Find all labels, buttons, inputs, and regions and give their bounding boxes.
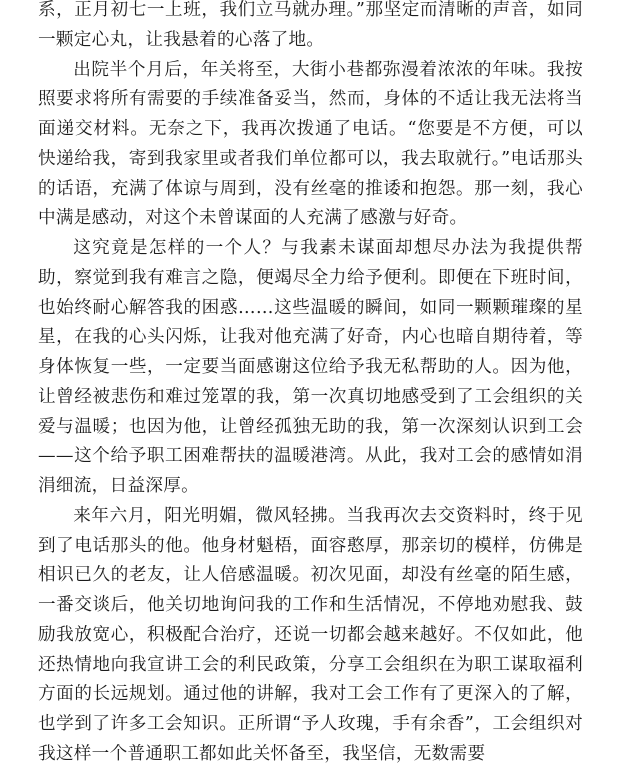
paragraph-3: 这究竟是怎样的一个人？与我素未谋面却想尽办法为我提供帮助，察觉到我有难言之隐，便竭尽全力给予便利。即便在下班时间，也始终耐心解答我的困惑……这些温暖的瞬间，如同一颗颗璀璨的星星，在我的心头闪烁，让我对他充满了好奇，内心也暗自期待着，等身体恢复一些，一定要当面感谢这位给予我无私帮助的人。因为他，让曾经被悲伤和难过笼罩的我，第一次真切地感受到了工会组织的关爱与温暖；也因为他，让曾经孤独无助的我，第一次深刻认识到工会——这个给予职工困难帮扶的温暖港湾。从此，我对工会的感情如涓涓细流，日益深厚。	[38, 238, 583, 496]
paragraph-1: 系，正月初七一上班，我们立马就办理。”那坚定而清晰的声音，如同一颗定心丸，让我悬着的心落了地。	[38, 0, 583, 50]
article-body	[38, 0, 583, 770]
paragraph-2: 出院半个月后，年关将至，大街小巷都弥漫着浓浓的年味。我按照要求将所有需要的手续准备妥当，然而，身体的不适让我无法将当面递交材料。无奈之下，我再次拨通了电话。“您要是不方便，可以快递给我，寄到我家里或者我们单位都可以，我去取就行。”电话那头的话语，充满了体谅与周到，没有丝毫的推诿和抱怨。那一刻，我心中满是感动，对这个未曾谋面的人充满了感激与好奇。	[38, 59, 583, 229]
paragraph-4: 来年六月，阳光明媚，微风轻拂。当我再次去交资料时，终于见到了电话那头的他。他身材魁梧，面容憨厚，那亲切的模样，仿佛是相识已久的老友，让人倍感温暖。初次见面，却没有丝毫的陌生感，一番交谈后，他关切地询问我的工作和生活情况，不停地劝慰我、鼓励我放宽心，积极配合治疗，还说一切都会越来越好。不仅如此，他还热情地向我宣讲工会的利民政策，分享工会组织在为职工谋取福利方面的长远规划。通过他的讲解，我对工会工作有了更深入的了解，也学到了许多工会知识。正所谓“予人玫瑰，手有余香”，工会组织对我这样一个普通职工都如此关怀备至，我坚信，无数需要	[38, 505, 583, 764]
